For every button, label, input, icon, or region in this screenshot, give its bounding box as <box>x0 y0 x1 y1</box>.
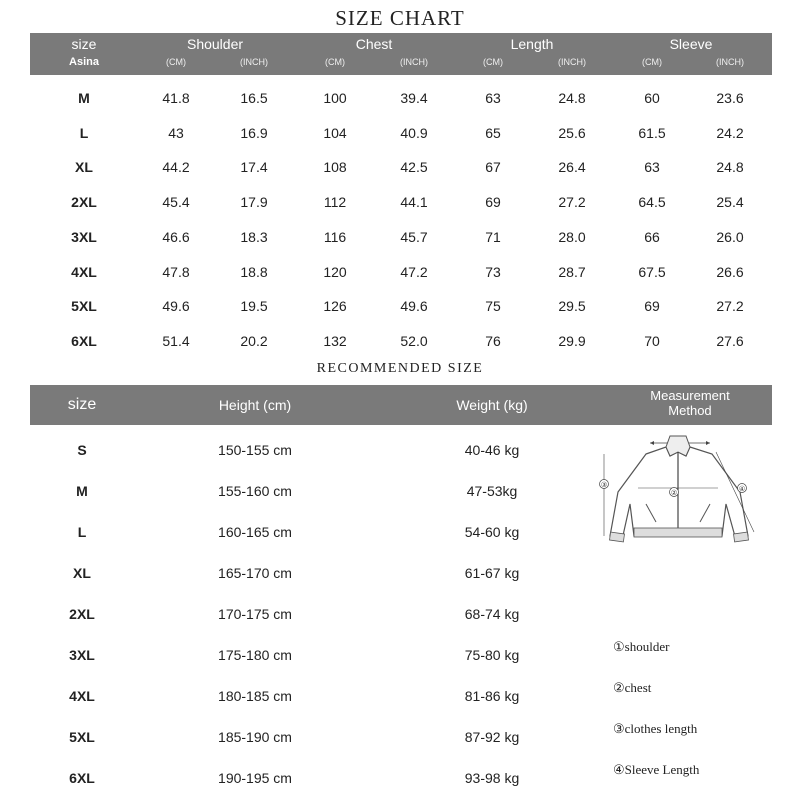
value-cell: 45.7 <box>400 229 428 245</box>
shoulder-header: Shoulder <box>186 36 244 52</box>
size-cell: M <box>78 90 90 106</box>
table-row <box>30 81 772 115</box>
table-row <box>30 116 772 150</box>
value-cell: 16.5 <box>240 90 268 106</box>
value-cell: 42.5 <box>400 159 428 175</box>
jacket-measurement-diagram <box>598 432 760 548</box>
value-cell: 100 <box>323 90 347 106</box>
value-cell: 16.9 <box>240 125 268 141</box>
table-row <box>30 324 772 358</box>
value-cell: 120 <box>323 264 347 280</box>
unit-cm: (CM) <box>642 57 662 67</box>
value-cell: 27.2 <box>558 194 586 210</box>
method-header <box>650 388 729 418</box>
value-cell: 76 <box>485 333 501 349</box>
height-cell: 165-170 cm <box>218 565 292 581</box>
weight-cell: 40-46 kg <box>464 442 520 458</box>
size-cell: 5XL <box>71 298 97 314</box>
recommended-size-title: RECOMMENDED SIZE <box>316 361 484 376</box>
length-header: Length <box>510 36 554 52</box>
value-cell: 24.2 <box>716 125 744 141</box>
value-cell: 49.6 <box>400 298 428 314</box>
value-cell: 66 <box>644 229 660 245</box>
legend-clothes-length: ③clothes length <box>613 721 698 736</box>
value-cell: 67 <box>485 159 501 175</box>
weight-header: Weight (kg) <box>456 397 528 413</box>
method-header-line2: Method <box>668 403 712 418</box>
value-cell: 25.4 <box>716 194 744 210</box>
value-cell: 29.9 <box>558 333 586 349</box>
value-cell: 51.4 <box>162 333 190 349</box>
size-cell: XL <box>73 565 91 581</box>
size-cell: 2XL <box>69 606 95 622</box>
value-cell: 104 <box>323 125 347 141</box>
value-cell: 26.6 <box>716 264 744 280</box>
size-cell: 2XL <box>71 194 97 210</box>
table-row <box>30 255 772 289</box>
size-cell: M <box>76 483 88 499</box>
height-cell: 160-165 cm <box>218 524 292 540</box>
marker-3: ③ <box>600 481 608 489</box>
size-cell: 4XL <box>71 264 97 280</box>
legend-chest: ②chest <box>613 680 652 695</box>
size-cell: 3XL <box>69 647 95 663</box>
unit-inch: (INCH) <box>400 57 428 67</box>
value-cell: 44.1 <box>400 194 428 210</box>
table-row <box>30 150 772 184</box>
value-cell: 26.4 <box>558 159 586 175</box>
value-cell: 60 <box>644 90 660 106</box>
height-header: Height (cm) <box>218 397 292 413</box>
height-cell: 180-185 cm <box>218 688 292 704</box>
legend-sleeve-length: ④Sleeve Length <box>613 762 700 777</box>
table-row <box>30 676 772 717</box>
value-cell: 69 <box>644 298 660 314</box>
value-cell: 49.6 <box>162 298 190 314</box>
unit-cm: (CM) <box>166 57 186 67</box>
size-cell: 4XL <box>69 688 95 704</box>
value-cell: 132 <box>323 333 347 349</box>
unit-inch: (INCH) <box>716 57 744 67</box>
weight-cell: 81-86 kg <box>464 688 520 704</box>
value-cell: 47.8 <box>162 264 190 280</box>
value-cell: 28.0 <box>558 229 586 245</box>
weight-cell: 61-67 kg <box>464 565 520 581</box>
value-cell: 26.0 <box>716 229 744 245</box>
value-cell: 112 <box>323 194 347 210</box>
value-cell: 18.3 <box>240 229 268 245</box>
size-cell: S <box>77 442 87 458</box>
size-header: size <box>71 36 97 52</box>
value-cell: 108 <box>323 159 347 175</box>
table-row <box>30 185 772 219</box>
size-cell: 3XL <box>71 229 97 245</box>
value-cell: 116 <box>323 229 347 245</box>
value-cell: 24.8 <box>558 90 586 106</box>
unit-inch: (INCH) <box>558 57 586 67</box>
height-cell: 175-180 cm <box>218 647 292 663</box>
value-cell: 64.5 <box>638 194 666 210</box>
value-cell: 67.5 <box>638 264 666 280</box>
height-cell: 185-190 cm <box>218 729 292 745</box>
unit-inch: (INCH) <box>240 57 268 67</box>
chest-header: Chest <box>355 36 393 52</box>
value-cell: 19.5 <box>240 298 268 314</box>
value-cell: 47.2 <box>400 264 428 280</box>
value-cell: 18.8 <box>240 264 268 280</box>
unit-cm: (CM) <box>483 57 503 67</box>
height-cell: 190-195 cm <box>218 770 292 786</box>
value-cell: 61.5 <box>638 125 666 141</box>
value-cell: 75 <box>485 298 501 314</box>
value-cell: 126 <box>323 298 347 314</box>
value-cell: 71 <box>485 229 501 245</box>
unit-cm: (CM) <box>325 57 345 67</box>
value-cell: 40.9 <box>400 125 428 141</box>
value-cell: 20.2 <box>240 333 268 349</box>
size-cell: XL <box>75 159 93 175</box>
value-cell: 25.6 <box>558 125 586 141</box>
value-cell: 70 <box>644 333 660 349</box>
value-cell: 27.2 <box>716 298 744 314</box>
table-row <box>30 289 772 323</box>
asina-header: Asina <box>69 56 99 68</box>
size-cell: 5XL <box>69 729 95 745</box>
recommended-header <box>30 385 772 425</box>
sleeve-header: Sleeve <box>669 36 713 52</box>
height-cell: 170-175 cm <box>218 606 292 622</box>
method-header-line1: Measurement <box>650 388 730 403</box>
weight-cell: 68-74 kg <box>464 606 520 622</box>
marker-4: ④ <box>738 485 746 493</box>
table-row <box>30 220 772 254</box>
value-cell: 28.7 <box>558 264 586 280</box>
value-cell: 39.4 <box>400 90 428 106</box>
weight-cell: 75-80 kg <box>464 647 520 663</box>
table-row <box>30 553 772 594</box>
weight-cell: 87-92 kg <box>464 729 520 745</box>
value-cell: 46.6 <box>162 229 190 245</box>
value-cell: 52.0 <box>400 333 428 349</box>
height-cell: 155-160 cm <box>218 483 292 499</box>
value-cell: 27.6 <box>716 333 744 349</box>
value-cell: 69 <box>485 194 501 210</box>
size-cell: L <box>79 125 89 141</box>
size-cell: 6XL <box>69 770 95 786</box>
value-cell: 73 <box>485 264 501 280</box>
legend-shoulder: ①shoulder <box>613 639 670 654</box>
value-cell: 65 <box>485 125 501 141</box>
value-cell: 24.8 <box>716 159 744 175</box>
value-cell: 63 <box>644 159 660 175</box>
height-cell: 150-155 cm <box>218 442 292 458</box>
value-cell: 23.6 <box>716 90 744 106</box>
weight-cell: 54-60 kg <box>464 524 520 540</box>
value-cell: 17.9 <box>240 194 268 210</box>
value-cell: 43 <box>168 125 184 141</box>
value-cell: 41.8 <box>162 90 190 106</box>
value-cell: 63 <box>485 90 501 106</box>
marker-2: ② <box>670 489 678 497</box>
value-cell: 44.2 <box>162 159 190 175</box>
table-row <box>30 594 772 635</box>
size-chart-header <box>30 33 772 75</box>
size-header: size <box>67 396 97 413</box>
weight-cell: 93-98 kg <box>464 770 520 786</box>
size-chart-title: SIZE CHART <box>335 6 465 30</box>
value-cell: 29.5 <box>558 298 586 314</box>
size-cell: 6XL <box>71 333 97 349</box>
weight-cell: 47-53kg <box>466 483 518 499</box>
value-cell: 17.4 <box>240 159 268 175</box>
size-cell: L <box>77 524 87 540</box>
value-cell: 45.4 <box>162 194 190 210</box>
